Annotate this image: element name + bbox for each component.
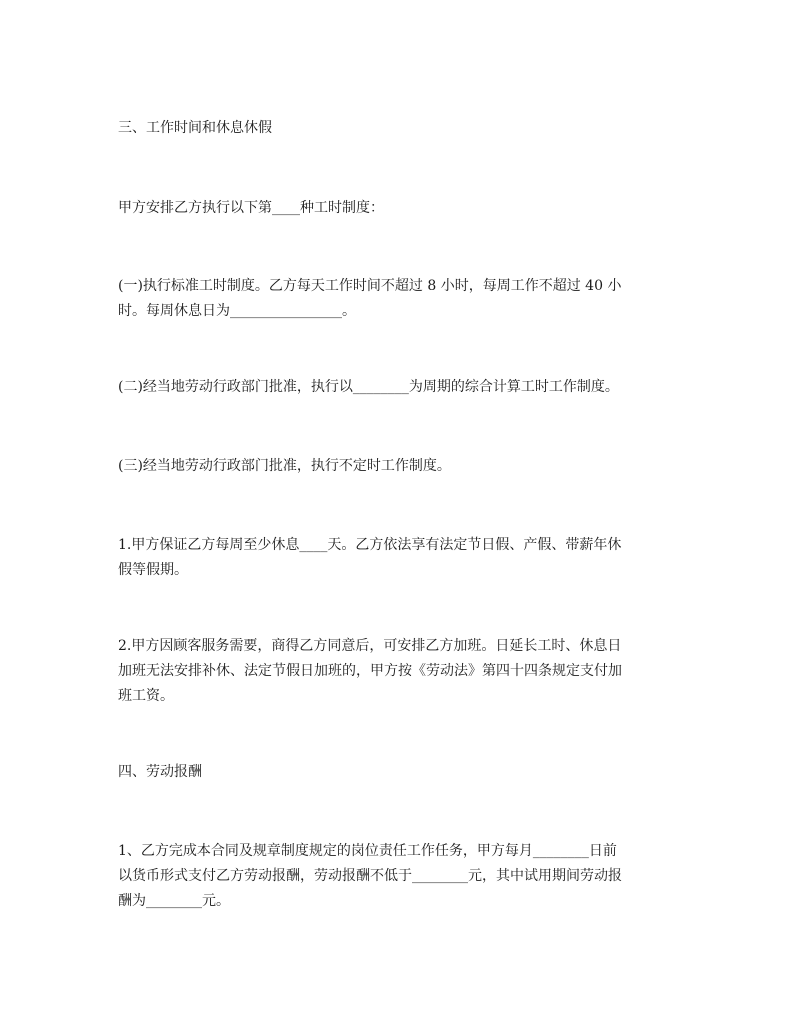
paragraph-line: 时。每周休息日为________________。 [118,303,356,319]
paragraph-intro [118,196,688,221]
paragraph-line: (三)经当地劳动行政部门批准，执行不定时工作制度。 [118,458,451,474]
paragraph-line: (一)执行标准工时制度。乙方每天工作时间不超过 8 小时，每周工作不超过 40 小 [118,278,622,294]
paragraph-line: 甲方安排乙方执行以下第____种工时制度： [118,200,384,216]
paragraph-weekly-rest [118,533,688,583]
paragraph-standard-hours [118,274,688,324]
section-heading-work-time [118,116,688,141]
paragraph-remuneration [118,839,688,914]
section-heading-remuneration [118,760,688,785]
paragraph-line: (二)经当地劳动行政部门批准，执行以________为周期的综合计算工时工作制度。 [118,379,619,395]
paragraph-line: 1、乙方完成本合同及规章制度规定的岗位责任工作任务，甲方每月________日前 [118,843,617,859]
paragraph-line: 班工资。 [118,688,174,704]
paragraph-line: 假等假期。 [118,562,188,578]
paragraph-line: 2.甲方因顾客服务需要，商得乙方同意后，可安排乙方加班。日延长工时、休息日 [118,638,622,654]
paragraph-comprehensive-hours [118,375,688,400]
heading-text: 四、劳动报酬 [118,764,202,780]
paragraph-line: 加班无法安排补休、法定节假日加班的，甲方按《劳动法》第四十四条规定支付加 [118,663,622,679]
heading-text: 三、工作时间和休息休假 [118,120,272,136]
paragraph-line: 以货币形式支付乙方劳动报酬，劳动报酬不低于________元，其中试用期间劳动报 [118,868,622,884]
paragraph-overtime [118,634,688,709]
paragraph-flexible-hours [118,454,688,479]
paragraph-line: 酬为________元。 [118,893,230,909]
paragraph-line: 1.甲方保证乙方每周至少休息____天。乙方依法享有法定节日假、产假、带薪年休 [118,537,622,553]
